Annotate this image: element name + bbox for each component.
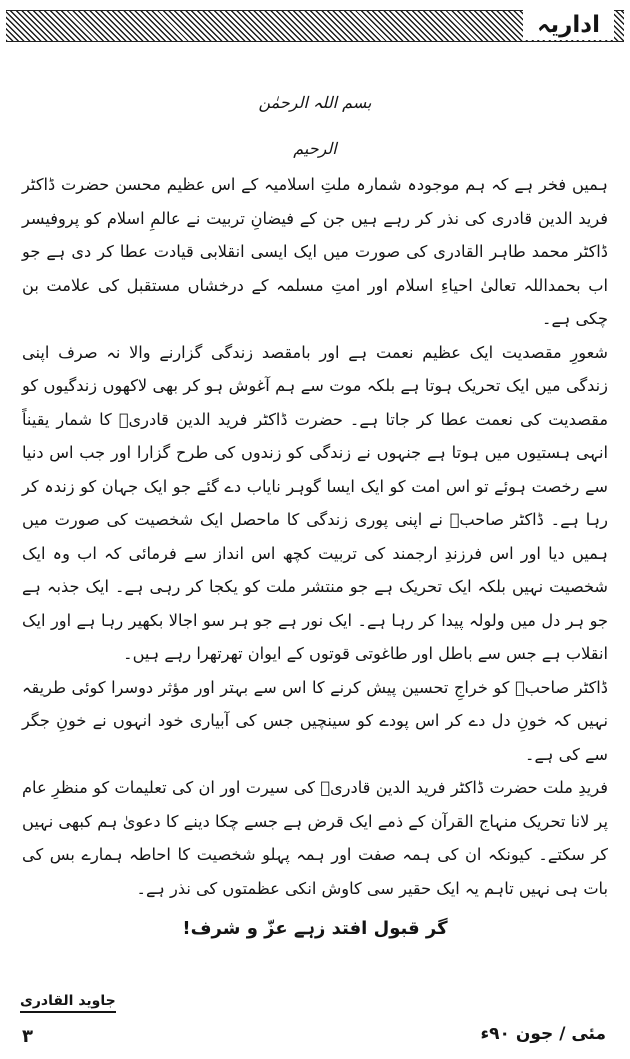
section-title: اداریہ bbox=[523, 10, 614, 40]
paragraph: ڈاکٹر صاحبؒ کو خراجِ تحسین پیش کرنے کا اس سے بہتر اور مؤثر دوسرا کوئی طریقہ نہیں کہ خونِ دل دے کر اس پودے کو سینچیں جس کی آبیاری خود انہوں نے خونِ جگر سے کی ہے۔ bbox=[22, 677, 608, 764]
closing-verse: گر قبول افتد زہے عزّ و شرف! bbox=[182, 918, 448, 939]
editorial-body bbox=[22, 168, 608, 905]
author-signature: جاوید القادری bbox=[20, 993, 116, 1013]
paragraph: ہمیں فخر ہے کہ ہم موجودہ شمارہ ملتِ اسلامیہ کے اس عظیم محسن حضرت ڈاکٹر فرید الدین قادری کی نذر کر رہے ہیں جن کے فیضانِ تربیت نے عالمِ اسلام کو پروفیسر ڈاکٹر محمد طاہر القادری کی صورت میں ایک ایسی انقلابی قیادت عطا کر دی ہے جو اب بحمداللہ تعالیٰ احیاءِ اسلام اور امتِ مسلمہ کے درخشاں مستقبل کی علامت بن چکی ہے۔ bbox=[22, 175, 608, 328]
issue-date: مئی / جون ۹۰ء bbox=[480, 1024, 606, 1044]
bismillah-calligraphy: بسم اللہ الرحمٰن الرحیم bbox=[258, 93, 372, 158]
page-number: ۳ bbox=[22, 1026, 33, 1047]
paragraph: شعورِ مقصدیت ایک عظیم نعمت ہے اور بامقصد زندگی گزارنے والا نہ صرف اپنی زندگی میں ایک تحریک ہوتا ہے بلکہ موت سے ہم آغوش ہو کر بھی لاکھوں زندگیوں کو مقصدیت کی نعمت عطا کر جاتا ہے۔ حضرت ڈاکٹر فرید الدین قادریؒ کا شمار یقیناً انہی ہستیوں میں ہوتا ہے جنہوں نے زندگی کو زندوں کی طرح گزارا اور جب اس دنیا سے رخصت ہوئے تو اس امت کو ایک ایسا گوہر نایاب دے گئے جو ایک جہان کو زندہ کر رہا ہے۔ ڈاکٹر صاحبؒ نے اپنی پوری زندگی کا ماحصل ایک شخصیت کی صورت میں ہمیں دیا اور اس فرزندِ ارجمند کی تربیت کچھ اس انداز سے فرمائی کہ اب وہ ایک شخصیت نہیں بلکہ ایک تحریک ہے جو منتشر ملت کو یکجا کر رہی ہے۔ ایک جذبہ ہے جو ہر دل میں ولولہ پیدا کر رہا ہے۔ ایک نور ہے جو ہر سو اجالا بکھیر رہا ہے اور ایک انقلاب ہے جس سے باطل اور طاغوتی قوتوں کے ایوان تھرتھرا رہے ہیں۔ bbox=[22, 342, 608, 663]
paragraph: فریدِ ملت حضرت ڈاکٹر فرید الدین قادریؒ کی سیرت اور ان کی تعلیمات کو منظرِ عام پر لانا تحریک منہاج القرآن کے ذمے ایک قرض ہے جسے چکا دینے کا دعویٰ ہم کبھی نہیں کر سکتے۔ کیونکہ ان کی ہمہ صفت اور ہمہ پہلو شخصیت کا احاطہ ہمارے بس کی بات ہی نہیں تاہم یہ ایک حقیر سی کاوش انکی عظمتوں کی نذر ہے۔ bbox=[22, 778, 608, 898]
